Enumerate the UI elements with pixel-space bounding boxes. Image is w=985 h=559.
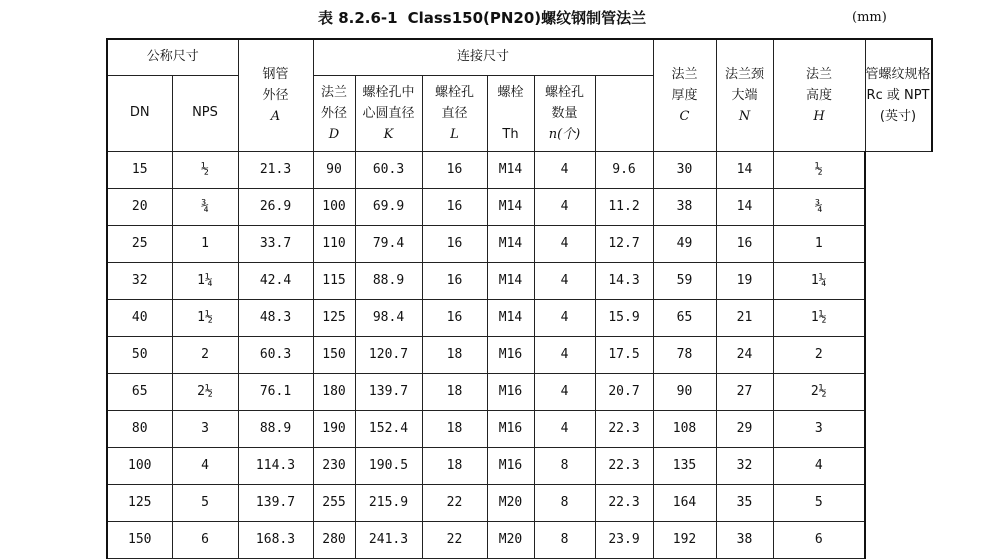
cell-l: 22 — [422, 484, 487, 521]
cell-nn: 164 — [653, 484, 716, 521]
cell-nps: 2 — [172, 336, 238, 373]
cell-n: 4 — [534, 336, 595, 373]
cell-rc: ¾ — [773, 188, 865, 225]
cell-nn: 65 — [653, 299, 716, 336]
cell-h: 16 — [716, 225, 773, 262]
cell-k: 215.9 — [355, 484, 422, 521]
cell-l: 22 — [422, 521, 487, 558]
cell-c: 22.3 — [595, 447, 653, 484]
table-row — [107, 188, 932, 225]
cell-l: 16 — [422, 188, 487, 225]
cell-th: M14 — [487, 188, 534, 225]
cell-d: 150 — [313, 336, 355, 373]
cell-nps: 4 — [172, 447, 238, 484]
cell-rc: 3 — [773, 410, 865, 447]
cell-nps: 2½ — [172, 373, 238, 410]
cell-h: 19 — [716, 262, 773, 299]
cell-h: 14 — [716, 151, 773, 188]
cell-nn: 59 — [653, 262, 716, 299]
cell-k: 139.7 — [355, 373, 422, 410]
flange-height-header: 法兰 高度 H — [773, 39, 865, 151]
cell-l: 18 — [422, 447, 487, 484]
cell-rc: 2 — [773, 336, 865, 373]
cell-c: 23.9 — [595, 521, 653, 558]
cell-c: 12.7 — [595, 225, 653, 262]
cell-h: 35 — [716, 484, 773, 521]
cell-d: 100 — [313, 188, 355, 225]
table-caption — [318, 6, 673, 28]
cell-th: M20 — [487, 484, 534, 521]
cell-th: M14 — [487, 225, 534, 262]
cell-rc: 5 — [773, 484, 865, 521]
hub-od-header: 法兰颈 大端 N — [716, 39, 773, 151]
cell-l: 16 — [422, 151, 487, 188]
cell-nn: 78 — [653, 336, 716, 373]
cell-rc: 4 — [773, 447, 865, 484]
cell-k: 88.9 — [355, 262, 422, 299]
unit-label: (mm) — [852, 10, 887, 25]
cell-k: 120.7 — [355, 336, 422, 373]
cell-dn: 125 — [107, 484, 172, 521]
table-body — [107, 151, 932, 558]
cell-h: 24 — [716, 336, 773, 373]
cell-n: 4 — [534, 299, 595, 336]
cell-l: 18 — [422, 410, 487, 447]
cell-c: 17.5 — [595, 336, 653, 373]
cell-h: 27 — [716, 373, 773, 410]
cell-nps: 1½ — [172, 299, 238, 336]
cell-c: 14.3 — [595, 262, 653, 299]
cell-d: 90 — [313, 151, 355, 188]
table-row — [107, 373, 932, 410]
cell-k: 241.3 — [355, 521, 422, 558]
thread-spec-header: 管螺纹规格 Rc 或 NPT (英寸) — [865, 39, 932, 151]
cell-k: 79.4 — [355, 225, 422, 262]
cell-c: 20.7 — [595, 373, 653, 410]
table-row — [107, 521, 932, 558]
cell-d: 255 — [313, 484, 355, 521]
cell-n: 4 — [534, 151, 595, 188]
bolt-hole-header: 螺栓孔 直径 L — [422, 75, 487, 151]
cell-dn: 15 — [107, 151, 172, 188]
cell-d: 125 — [313, 299, 355, 336]
cell-th: M14 — [487, 151, 534, 188]
cell-a: 168.3 — [238, 521, 313, 558]
cell-l: 18 — [422, 336, 487, 373]
table-number: 表 8.2.6-1 — [318, 8, 398, 27]
cell-c: 22.3 — [595, 484, 653, 521]
nps-header: NPS — [172, 75, 238, 151]
cell-c: 11.2 — [595, 188, 653, 225]
cell-h: 14 — [716, 188, 773, 225]
cell-c: 22.3 — [595, 410, 653, 447]
cell-nps: 6 — [172, 521, 238, 558]
cell-nn: 38 — [653, 188, 716, 225]
cell-k: 190.5 — [355, 447, 422, 484]
cell-th: M14 — [487, 299, 534, 336]
cell-nps: 3 — [172, 410, 238, 447]
cell-h: 38 — [716, 521, 773, 558]
cell-dn: 65 — [107, 373, 172, 410]
cell-dn: 25 — [107, 225, 172, 262]
table-row — [107, 410, 932, 447]
cell-th: M20 — [487, 521, 534, 558]
cell-c: 15.9 — [595, 299, 653, 336]
cell-h: 29 — [716, 410, 773, 447]
dn-header: DN — [107, 75, 172, 151]
cell-th: M16 — [487, 447, 534, 484]
cell-n: 4 — [534, 225, 595, 262]
cell-th: M16 — [487, 336, 534, 373]
cell-th: M14 — [487, 262, 534, 299]
cell-n: 4 — [534, 262, 595, 299]
cell-dn: 80 — [107, 410, 172, 447]
cell-d: 230 — [313, 447, 355, 484]
cell-c: 9.6 — [595, 151, 653, 188]
cell-rc: 1 — [773, 225, 865, 262]
cell-a: 42.4 — [238, 262, 313, 299]
table-row — [107, 225, 932, 262]
bolt-count-header: 螺栓孔 数量 n(个) — [534, 75, 595, 151]
cell-l: 16 — [422, 299, 487, 336]
cell-k: 60.3 — [355, 151, 422, 188]
cell-n: 8 — [534, 521, 595, 558]
table-row — [107, 151, 932, 188]
cell-l: 16 — [422, 262, 487, 299]
cell-d: 180 — [313, 373, 355, 410]
cell-a: 139.7 — [238, 484, 313, 521]
bolt-header: 螺栓 Th — [487, 75, 534, 151]
table-row — [107, 484, 932, 521]
cell-nps: ¾ — [172, 188, 238, 225]
cell-d: 110 — [313, 225, 355, 262]
table-row — [107, 447, 932, 484]
cell-a: 48.3 — [238, 299, 313, 336]
table-title: Class150(PN20)螺纹钢制管法兰 — [407, 8, 647, 27]
cell-th: M16 — [487, 373, 534, 410]
cell-k: 98.4 — [355, 299, 422, 336]
table-row — [107, 299, 932, 336]
cell-dn: 100 — [107, 447, 172, 484]
cell-d: 280 — [313, 521, 355, 558]
cell-nn: 90 — [653, 373, 716, 410]
flange-thickness-header: 法兰 厚度 C — [653, 39, 716, 151]
cell-nn: 49 — [653, 225, 716, 262]
flange-spec-table — [106, 38, 933, 559]
cell-n: 4 — [534, 188, 595, 225]
cell-rc: 6 — [773, 521, 865, 558]
cell-a: 76.1 — [238, 373, 313, 410]
cell-h: 32 — [716, 447, 773, 484]
cell-dn: 32 — [107, 262, 172, 299]
bolt-circle-header: 螺栓孔中 心圆直径 K — [355, 75, 422, 151]
cell-k: 152.4 — [355, 410, 422, 447]
cell-nn: 135 — [653, 447, 716, 484]
cell-a: 33.7 — [238, 225, 313, 262]
table-row — [107, 262, 932, 299]
cell-l: 16 — [422, 225, 487, 262]
cell-nps: 1¼ — [172, 262, 238, 299]
cell-n: 8 — [534, 447, 595, 484]
cell-n: 4 — [534, 373, 595, 410]
cell-th: M16 — [487, 410, 534, 447]
cell-rc: 1¼ — [773, 262, 865, 299]
pipe-od-header: 钢管 外径 A — [238, 39, 313, 151]
cell-d: 115 — [313, 262, 355, 299]
cell-nps: 1 — [172, 225, 238, 262]
cell-dn: 150 — [107, 521, 172, 558]
cell-rc: ½ — [773, 151, 865, 188]
cell-dn: 20 — [107, 188, 172, 225]
cell-n: 4 — [534, 410, 595, 447]
table-row — [107, 336, 932, 373]
cell-dn: 50 — [107, 336, 172, 373]
cell-nps: 5 — [172, 484, 238, 521]
cell-a: 21.3 — [238, 151, 313, 188]
cell-nps: ½ — [172, 151, 238, 188]
cell-h: 21 — [716, 299, 773, 336]
connection-dims-header: 连接尺寸 — [313, 39, 653, 75]
nominal-size-header: 公称尺寸 — [107, 39, 238, 75]
cell-dn: 40 — [107, 299, 172, 336]
cell-rc: 1½ — [773, 299, 865, 336]
cell-a: 114.3 — [238, 447, 313, 484]
cell-n: 8 — [534, 484, 595, 521]
cell-k: 69.9 — [355, 188, 422, 225]
flange-od-header: 法兰 外径 D — [313, 75, 355, 151]
cell-a: 88.9 — [238, 410, 313, 447]
cell-rc: 2½ — [773, 373, 865, 410]
cell-nn: 108 — [653, 410, 716, 447]
cell-nn: 192 — [653, 521, 716, 558]
cell-a: 26.9 — [238, 188, 313, 225]
cell-l: 18 — [422, 373, 487, 410]
cell-a: 60.3 — [238, 336, 313, 373]
cell-d: 190 — [313, 410, 355, 447]
cell-nn: 30 — [653, 151, 716, 188]
